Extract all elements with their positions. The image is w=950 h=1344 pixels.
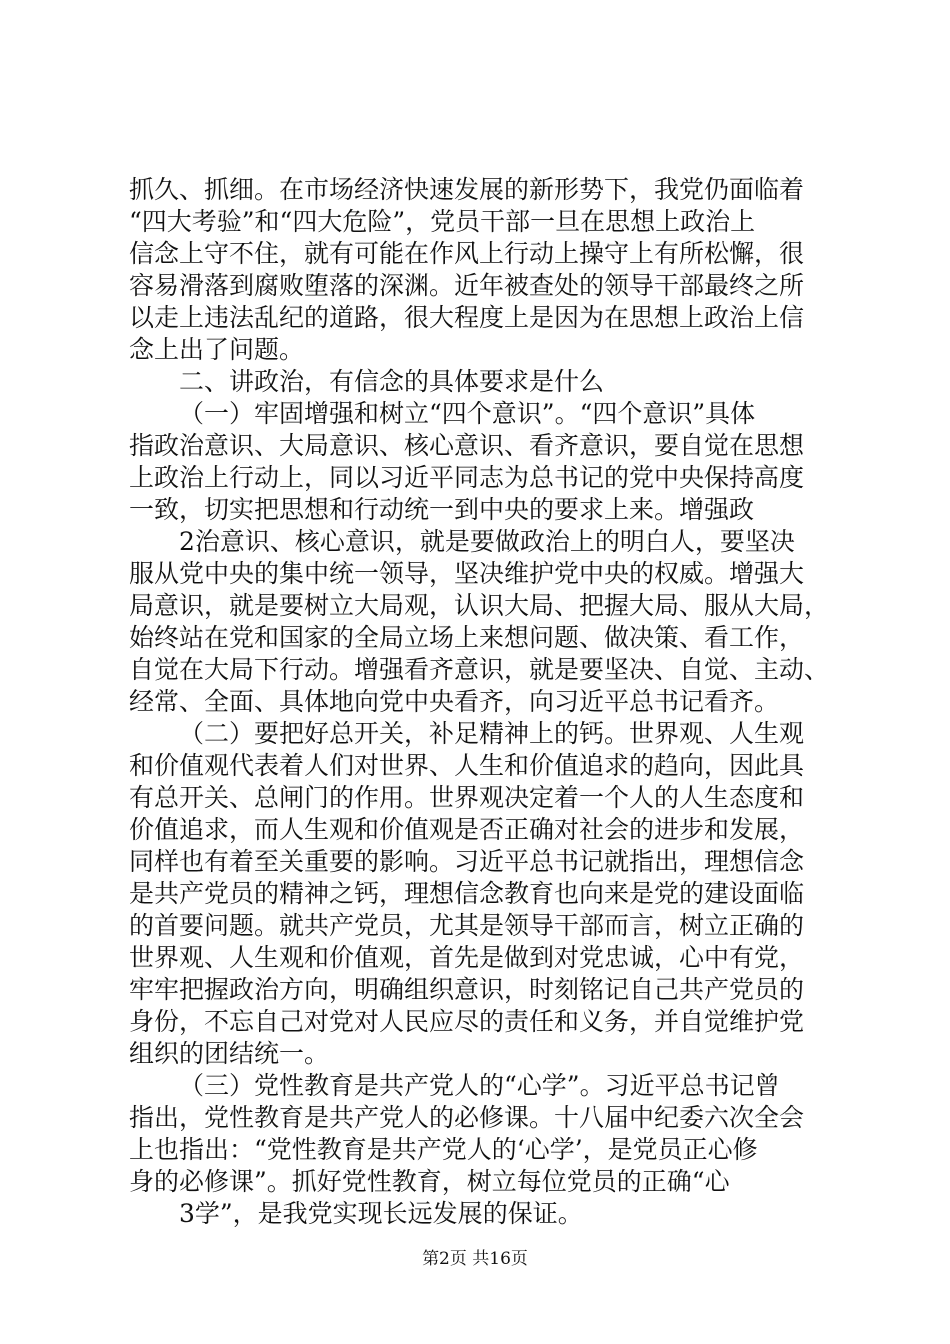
text-line: （一）牢固增强和树立“四个意识”。“四个意识”具体 — [179, 399, 756, 428]
text-line: 上政治上行动上，同以习近平同志为总书记的党中央保持高度 — [129, 463, 805, 492]
page-footer: 第2页 共16页 — [422, 1249, 528, 1269]
text-line: 价值追求，而人生观和价值观是否正确对社会的进步和发展， — [129, 815, 805, 844]
text-line: 牢牢把握政治方向，明确组织意识，时刻铭记自己共产党员的 — [129, 975, 805, 1004]
text-line: 3学”，是我党实现长远发展的保证。 — [179, 1199, 583, 1228]
text-line: 二、讲政治，有信念的具体要求是什么 — [179, 367, 605, 396]
text-line: 上也指出：“党性教育是共产党人的‘心学’，是党员正心修 — [129, 1135, 758, 1164]
text-line: 自觉在大局下行动。增强看齐意识，就是要坚决、自觉、主动、 — [129, 655, 830, 684]
text-line: 容易滑落到腐败堕落的深渊。近年被查处的领导干部最终之所 — [129, 271, 805, 300]
text-line: 指出，党性教育是共产党人的必修课。十八届中纪委六次全会 — [129, 1103, 805, 1132]
text-line: 同样也有着至关重要的影响。习近平总书记就指出，理想信念 — [129, 847, 805, 876]
text-line: 抓久、抓细。在市场经济快速发展的新形势下，我党仍面临着 — [129, 175, 805, 204]
text-line: “四大考验”和“四大危险”，党员干部一旦在思想上政治上 — [129, 207, 756, 236]
text-line: 组织的团结统一。 — [129, 1039, 330, 1068]
text-line: 以走上违法乱纪的道路，很大程度上是因为在思想上政治上信 — [129, 303, 805, 332]
text-line: 信念上守不住，就有可能在作风上行动上操守上有所松懈，很 — [129, 239, 805, 268]
text-line: 身份，不忘自己对党对人民应尽的责任和义务，并自觉维护党 — [129, 1007, 805, 1036]
text-line: 经常、全面、具体地向党中央看齐，向习近平总书记看齐。 — [129, 687, 780, 716]
text-line: 是共产党员的精神之钙，理想信念教育也向来是党的建设面临 — [129, 879, 805, 908]
text-line: （三）党性教育是共产党人的“心学”。习近平总书记曾 — [179, 1071, 780, 1100]
text-line: 服从党中央的集中统一领导，坚决维护党中央的权威。增强大 — [129, 559, 805, 588]
text-line: 一致，切实把思想和行动统一到中央的要求上来。增强政 — [129, 495, 755, 524]
text-line: 世界观、人生观和价值观，首先是做到对党忠诚，心中有党， — [129, 943, 805, 972]
text-line: 身的必修课”。抓好党性教育，树立每位党员的正确“心 — [129, 1167, 730, 1196]
text-line: 局意识，就是要树立大局观，认识大局、把握大局、服从大局， — [129, 591, 830, 620]
text-line: 有总开关、总闸门的作用。世界观决定着一个人的人生态度和 — [129, 783, 805, 812]
text-line: 念上出了问题。 — [129, 335, 305, 364]
text-line: 和价值观代表着人们对世界、人生和价值追求的趋向，因此具 — [129, 751, 805, 780]
text-line: 的首要问题。就共产党员，尤其是领导干部而言，树立正确的 — [129, 911, 805, 940]
text-line: 始终站在党和国家的全局立场上来想问题、做决策、看工作， — [129, 623, 805, 652]
text-line: 指政治意识、大局意识、核心意识、看齐意识，要自觉在思想 — [129, 431, 805, 460]
body-text — [129, 174, 834, 1230]
text-line: 2治意识、核心意识，就是要做政治上的明白人，要坚决 — [179, 527, 795, 556]
text-line: （二）要把好总开关，补足精神上的钙。世界观、人生观 — [179, 719, 805, 748]
